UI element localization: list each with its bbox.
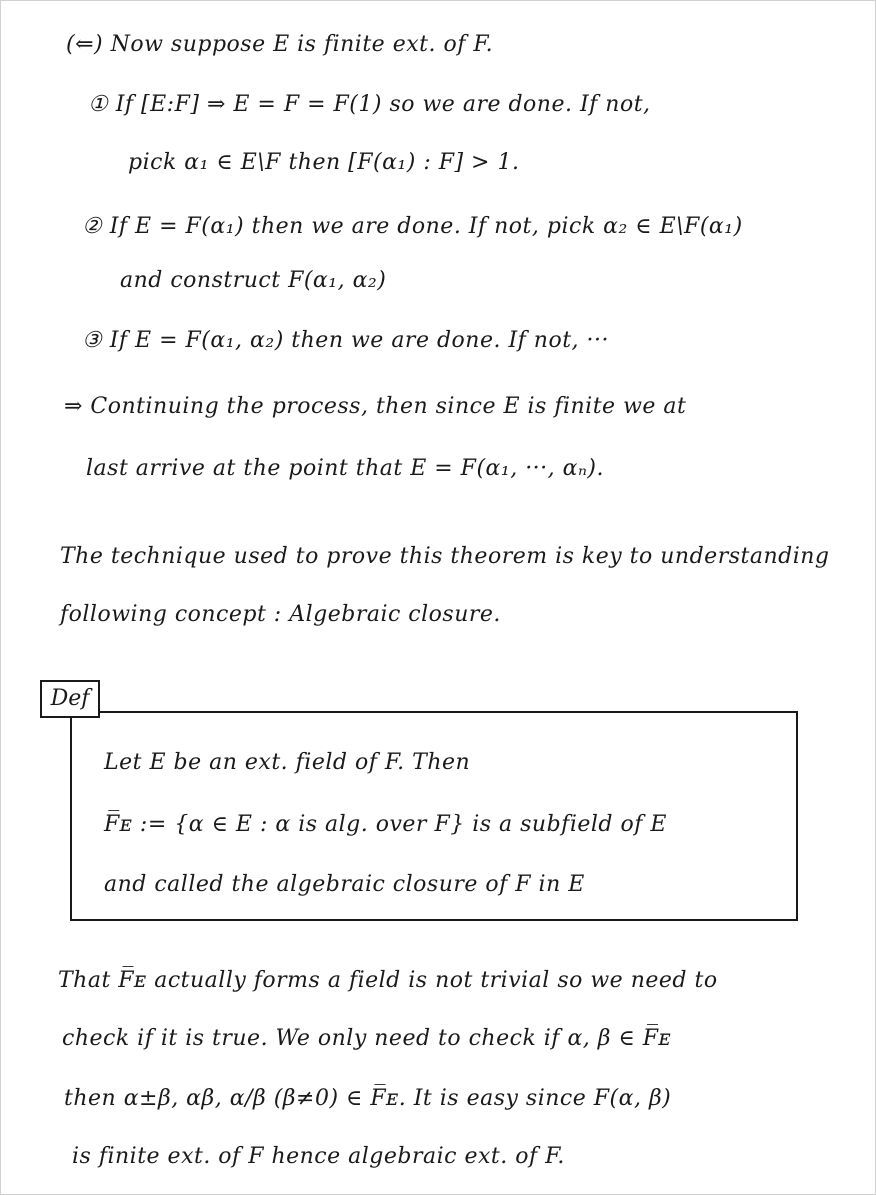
step-two-line: ② If E = F(α₁) then we are done. If not, pick α₂ ∈ E\F(α₁) bbox=[82, 214, 743, 239]
definition-line-1: Let E be an ext. field of F. Then bbox=[104, 750, 471, 775]
definition-line-2: F̅ᴇ := {α ∈ E : α is alg. over F} is a subfield of E bbox=[104, 812, 667, 837]
proof-direction-line: (⇐) Now suppose E is finite ext. of F. bbox=[66, 32, 494, 57]
conclusion-line: ⇒ Continuing the process, then since E is finite we at bbox=[64, 394, 687, 419]
step-two-continued-line: and construct F(α₁, α₂) bbox=[120, 268, 387, 293]
field-proof-line-2: check if it is true. We only need to check if α, β ∈ F̅ᴇ bbox=[62, 1026, 672, 1051]
field-proof-line-1: That F̅ᴇ actually forms a field is not trivial so we need to bbox=[58, 968, 718, 993]
definition-line-3: and called the algebraic closure of F in E bbox=[104, 872, 585, 897]
field-proof-line-4: is finite ext. of F hence algebraic ext. of F. bbox=[72, 1144, 565, 1169]
definition-label: Def bbox=[40, 680, 100, 718]
remark-continued-line: following concept : Algebraic closure. bbox=[60, 602, 501, 627]
conclusion-continued-line: last arrive at the point that E = F(α₁, ···, αₙ). bbox=[86, 456, 605, 481]
step-three-line: ③ If E = F(α₁, α₂) then we are done. If not, ··· bbox=[82, 328, 610, 353]
step-one-continued-line: pick α₁ ∈ E\F then [F(α₁) : F] > 1. bbox=[128, 150, 520, 175]
step-one-line: ① If [E:F] ⇒ E = F = F(1) so we are done. If not, bbox=[88, 92, 651, 117]
field-proof-line-3: then α±β, αβ, α/β (β≠0) ∈ F̅ᴇ. It is easy since F(α, β) bbox=[64, 1086, 672, 1111]
remark-line: The technique used to prove this theorem is key to understanding bbox=[60, 544, 830, 569]
